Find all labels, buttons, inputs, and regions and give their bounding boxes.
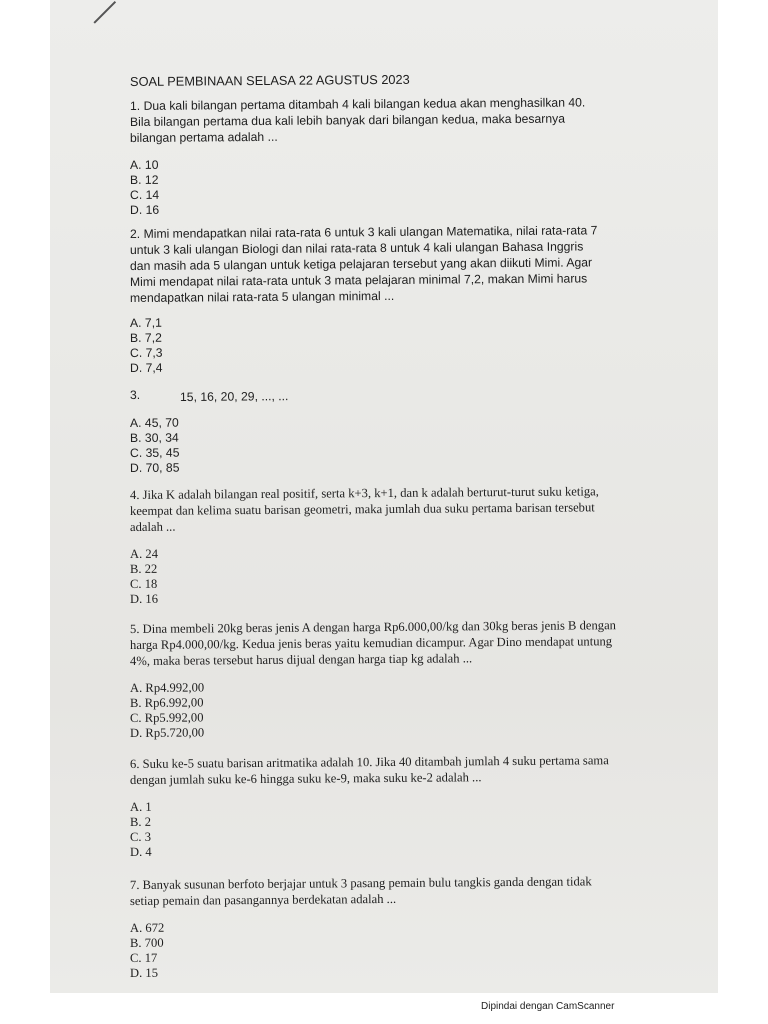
question-4-option-d: D. 16 <box>129 591 159 606</box>
question-7-option-c: C. 17 <box>129 950 158 965</box>
question-1-option-a: A. 10 <box>129 157 159 172</box>
question-7-line-1: 7. Banyak susunan berfoto berjajar untuk 3 pasang pemain bulu tangkis ganda dengan tidak <box>129 874 592 892</box>
question-5-line-3: 4%, maka beras tersebut harus dijual dengan harga tiap kg adalah ... <box>129 651 473 668</box>
pen-mark <box>93 1 115 23</box>
question-4-line-3: adalah ... <box>129 519 176 534</box>
question-7-option-a: A. 672 <box>129 920 165 935</box>
question-7-line-2: setiap pemain dan pasangannya berdekatan adalah ... <box>129 891 397 908</box>
question-1-option-d: D. 16 <box>129 202 160 217</box>
question-3-number: 3. <box>129 387 141 402</box>
question-5-line-2: harga Rp4.000,00/kg. Kedua jenis beras yaitu kemudian dicampur. Agar Dino mendapat untung <box>129 634 613 652</box>
question-2-option-b: B. 7,2 <box>129 330 162 345</box>
question-2-line-4: Mimi mendapat nilai rata-rata untuk 3 mata pelajaran minimal 7,2, makan Mimi harus <box>129 271 588 289</box>
question-1-line-1: 1. Dua kali bilangan pertama ditambah 4 kali bilangan kedua akan menghasilkan 40. <box>129 95 586 113</box>
question-1-line-2: Bila bilangan pertama dua kali lebih banyak dari bilangan kedua, maka besarnya <box>129 111 566 129</box>
question-1-option-b: B. 12 <box>129 172 159 187</box>
question-6-option-b: B. 2 <box>129 814 152 829</box>
question-4-option-c: C. 18 <box>129 576 158 591</box>
question-1-option-c: C. 14 <box>129 187 160 202</box>
question-2-line-5: mendapatkan nilai rata-rata 5 ulangan minimal ... <box>129 288 395 305</box>
question-3-option-d: D. 70, 85 <box>129 460 180 475</box>
question-5-option-c: C. Rp5.992,00 <box>129 710 204 725</box>
question-1-line-3: bilangan pertama adalah ... <box>129 129 278 145</box>
question-4-line-2: keempat dan kelima suatu barisan geometri, maka jumlah dua suku pertama barisan tersebut <box>129 500 595 518</box>
question-7-option-d: D. 15 <box>129 965 159 980</box>
question-2-line-3: dan masih ada 5 ulangan untuk ketiga pelajaran tersebut yang akan diikuti Mimi. Agar <box>129 255 593 273</box>
question-6-option-c: C. 3 <box>129 829 152 844</box>
question-3-sequence: 15, 16, 20, 29, ..., ... <box>179 389 289 404</box>
camscanner-note: Dipindai dengan CamScanner <box>481 1001 615 1012</box>
question-7-option-b: B. 700 <box>129 935 164 950</box>
question-3-option-c: C. 35, 45 <box>129 445 180 460</box>
question-6-line-2: dengan jumlah suku ke-6 hingga suku ke-9, maka suku ke-2 adalah ... <box>129 770 482 787</box>
question-6-option-d: D. 4 <box>129 844 152 859</box>
question-2-option-a: A. 7,1 <box>129 315 162 330</box>
question-5-option-a: A. Rp4.992,00 <box>129 680 205 695</box>
question-3-option-b: B. 30, 34 <box>129 430 179 445</box>
question-4-line-1: 4. Jika K adalah bilangan real positif, serta k+3, k+1, dan k adalah berturut-turut suku ketiga, <box>129 484 599 502</box>
question-4-option-a: A. 24 <box>129 546 159 561</box>
question-2-option-c: C. 7,3 <box>129 345 163 360</box>
question-2-line-1: 2. Mimi mendapatkan nilai rata-rata 6 untuk 3 kali ulangan Matematika, nilai rata-rata 7 <box>129 223 598 241</box>
page-title: SOAL PEMBINAAN SELASA 22 AGUSTUS 2023 <box>129 71 410 89</box>
question-6-option-a: A. 1 <box>129 799 152 814</box>
question-2-line-2: untuk 3 kali ulangan Biologi dan nilai rata-rata 8 untuk 4 kali ulangan Bahasa Inggris <box>129 239 584 257</box>
question-2-option-d: D. 7,4 <box>129 360 163 375</box>
question-6-line-1: 6. Suku ke-5 suatu barisan aritmatika adalah 10. Jika 40 ditambah jumlah 4 suku pertama sama <box>129 753 609 771</box>
question-5-line-1: 5. Dina membeli 20kg beras jenis A dengan harga Rp6.000,00/kg dan 30kg beras jenis B dengan <box>129 618 616 636</box>
question-4-option-b: B. 22 <box>129 561 158 576</box>
question-5-option-d: D. Rp5.720,00 <box>129 725 205 740</box>
scanned-page <box>50 0 718 993</box>
question-5-option-b: B. Rp6.992,00 <box>129 695 204 710</box>
question-3-option-a: A. 45, 70 <box>129 415 179 430</box>
